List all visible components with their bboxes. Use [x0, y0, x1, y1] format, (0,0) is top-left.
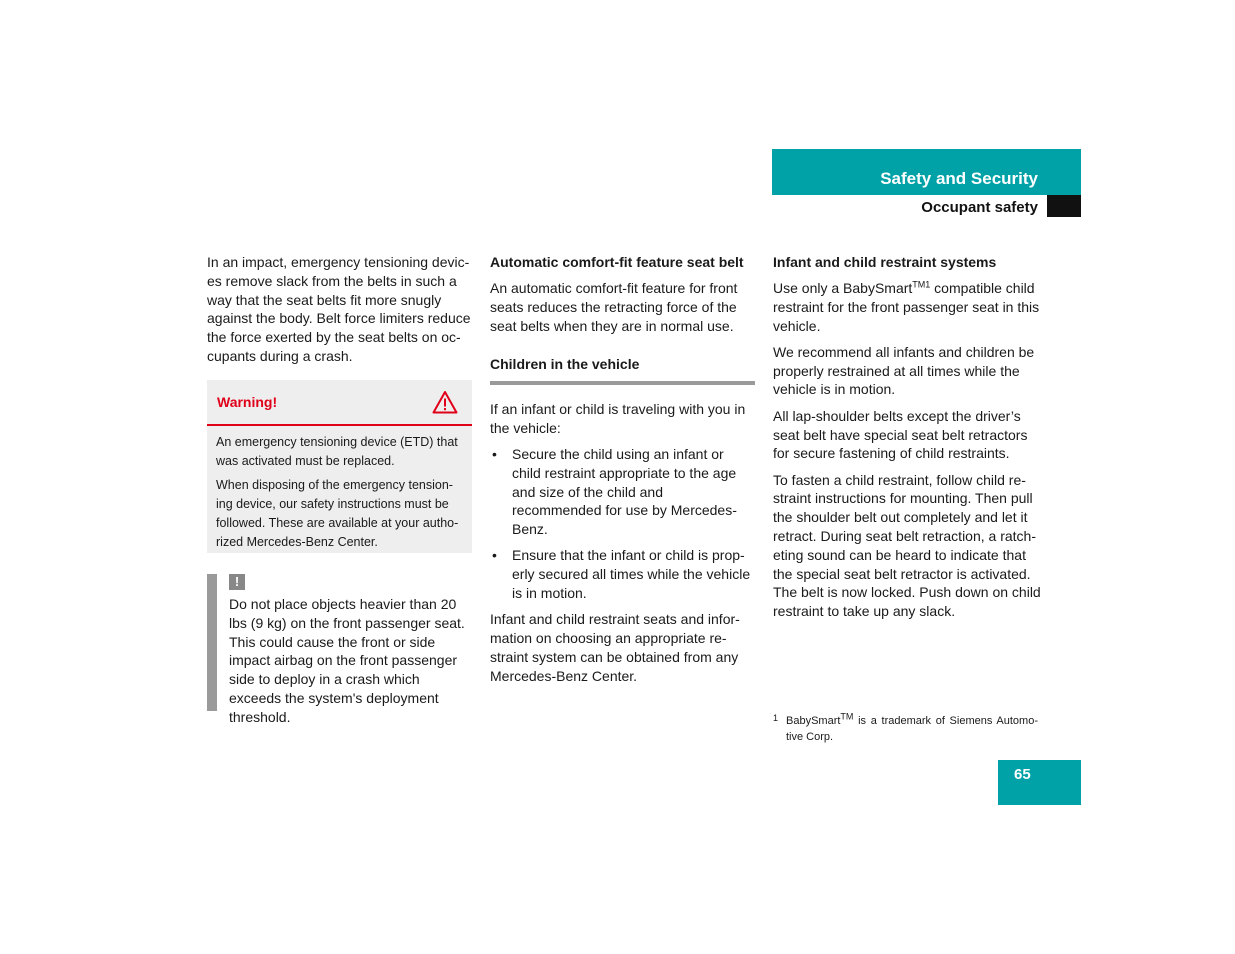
warning-paragraph: When disposing of the emergency tension-ing device, our safety instructions must be followed. These are available at your autho-rized Mercedes-Benz Center. [216, 478, 459, 549]
heading-restraint-systems: Infant and child restraint systems [773, 254, 997, 270]
intro-paragraph: In an impact, emergency tensioning devic-es remove slack from the belts in such a way that the seat belts fit more snugly against the body. Belt force limiters reduce the force exerted by the seat belts on oc-cupants during a crash. [207, 254, 471, 364]
list-item: • Ensure that the infant or child is prop-erly secured all times while the vehicle is in motion. [490, 546, 755, 602]
trademark-superscript: TM1 [912, 279, 931, 290]
note-text: Do not place objects heavier than 20 lbs (9 kg) on the front passenger seat. This could cause the front or side impact airbag on the front passenger side to deploy in a crash which exceeds the system's deployment threshold. [229, 596, 465, 725]
restraint-info-paragraph: Infant and child restraint seats and infor-mation on choosing an appropriate re-straint system can be obtained from any Mercedes-Benz Center. [490, 611, 740, 684]
section-header-band [772, 149, 1081, 195]
warning-paragraph: An emergency tensioning device (ETD) that was activated must be replaced. [216, 435, 458, 468]
warning-triangle-icon [432, 390, 458, 414]
page-number: 65 [1014, 766, 1031, 783]
retractors-paragraph: All lap-shoulder belts except the driver’s seat belt have special seat belt retractors for secure fastening of child restraints. [773, 407, 1028, 462]
heading-children: Children in the vehicle [490, 356, 640, 373]
footnote-text [773, 713, 1038, 745]
children-bullet-list [490, 445, 755, 603]
section-title: Safety and Security [880, 169, 1038, 188]
comfort-fit-paragraph: An automatic comfort-fit feature for front seats reduces the retracting force of the seat belts when they are in normal use. [490, 280, 738, 334]
footnote [773, 713, 1038, 745]
column-3 [773, 253, 1041, 629]
exclamation-icon: ! [229, 574, 245, 590]
page-number-box [998, 760, 1081, 805]
column-1 [207, 253, 472, 373]
column-2 [490, 253, 755, 693]
heading-comfort-fit: Automatic comfort-fit feature seat belt [490, 254, 744, 270]
babysmart-paragraph [773, 279, 1041, 335]
fasten-paragraph: To fasten a child restraint, follow child re-straint instructions for mounting. Then pull the shoulder belt out completely and let it retract. During seat belt retraction, a ratch-eting sound can be heard to indicate that the special seat belt retractor is activated. The belt is now locked. Push down on child restraint to take up any slack. [773, 471, 1041, 620]
subsection-title: Occupant safety [921, 199, 1038, 216]
babysmart-text-cont: compatible child restraint for the front passenger seat in this vehicle. [773, 280, 1040, 334]
warning-box [207, 380, 472, 553]
heading-rule [490, 381, 755, 385]
footnote-trademark: TM [840, 711, 854, 722]
footnote-text-start: BabySmart [786, 715, 841, 727]
recommend-paragraph: We recommend all infants and children be properly restrained at all times while the vehicle is in motion. [773, 343, 1035, 398]
footnote-text-end: is a trademark of Siemens Automo-tive Corp. [786, 715, 1038, 743]
header-marker [1047, 195, 1081, 217]
warning-body [207, 426, 472, 552]
footnote-number: 1 [773, 713, 779, 723]
children-intro-paragraph: If an infant or child is traveling with you in the vehicle: [490, 400, 746, 436]
list-item: • Secure the child using an infant or child restraint appropriate to the age and size of the child and recommended for use by Mercedes-Benz. [490, 445, 755, 539]
babysmart-text: Use only a BabySmart [773, 280, 913, 296]
warning-label: Warning! [217, 394, 278, 410]
warning-header [207, 380, 472, 426]
note-side-bar [207, 574, 217, 711]
